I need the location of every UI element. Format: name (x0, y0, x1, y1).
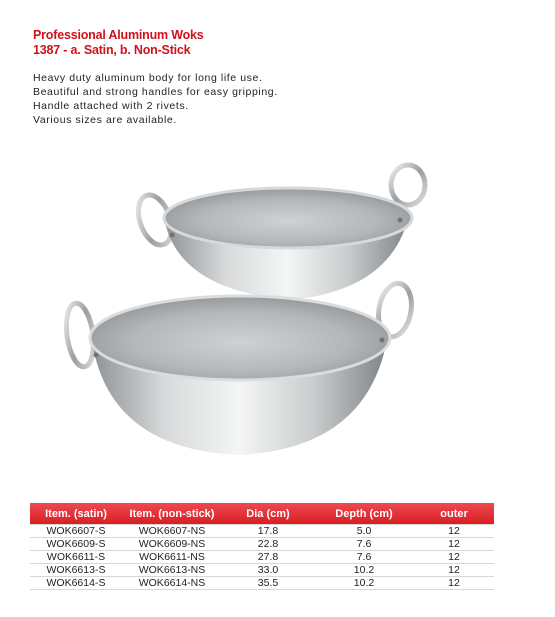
table-cell: 35.5 (222, 577, 314, 590)
description-line: Various sizes are available. (33, 114, 177, 126)
table-row (30, 525, 494, 538)
table-cell: 10.2 (314, 577, 414, 590)
column-header: outer (414, 503, 494, 525)
table-cell: 22.8 (222, 538, 314, 551)
table-cell: WOK6613-S (30, 564, 122, 577)
table-cell: 7.6 (314, 538, 414, 551)
table-cell: 12 (414, 538, 494, 551)
description-line: Beautiful and strong handles for easy gripping. (33, 86, 278, 98)
table-cell: WOK6613-NS (122, 564, 222, 577)
column-header: Item. (non-stick) (122, 503, 222, 525)
table-cell: 33.0 (222, 564, 314, 577)
description-line: Heavy duty aluminum body for long life use. (33, 72, 263, 84)
table-row (30, 551, 494, 564)
table-cell: 7.6 (314, 551, 414, 564)
table-cell: 5.0 (314, 525, 414, 538)
column-header: Depth (cm) (314, 503, 414, 525)
table-row (30, 564, 494, 577)
column-header: Dia (cm) (222, 503, 314, 525)
table-cell: 12 (414, 525, 494, 538)
description-line: Handle attached with 2 rivets. (33, 100, 189, 112)
small-wok-image (132, 165, 425, 300)
table-header-row (30, 503, 494, 525)
table-cell: 12 (414, 577, 494, 590)
table-cell: WOK6614-S (30, 577, 122, 590)
table-cell: 17.8 (222, 525, 314, 538)
table-cell: WOK6609-NS (122, 538, 222, 551)
table-cell: 12 (414, 564, 494, 577)
table-row (30, 577, 494, 590)
table-cell: WOK6607-S (30, 525, 122, 538)
table-cell: WOK6607-NS (122, 525, 222, 538)
table-cell: WOK6611-NS (122, 551, 222, 564)
table-cell: WOK6611-S (30, 551, 122, 564)
table-row (30, 538, 494, 551)
column-header: Item. (satin) (30, 503, 122, 525)
page-title: Professional Aluminum Woks (33, 28, 204, 42)
table-cell: WOK6609-S (30, 538, 122, 551)
woks-product-photo (0, 150, 555, 470)
table-cell: 10.2 (314, 564, 414, 577)
large-wok-image (63, 281, 416, 455)
page-subtitle: 1387 - a. Satin, b. Non-Stick (33, 43, 191, 57)
table-cell: 27.8 (222, 551, 314, 564)
table-cell: 12 (414, 551, 494, 564)
table-cell: WOK6614-NS (122, 577, 222, 590)
specifications-table (30, 503, 494, 590)
product-description (33, 71, 278, 127)
